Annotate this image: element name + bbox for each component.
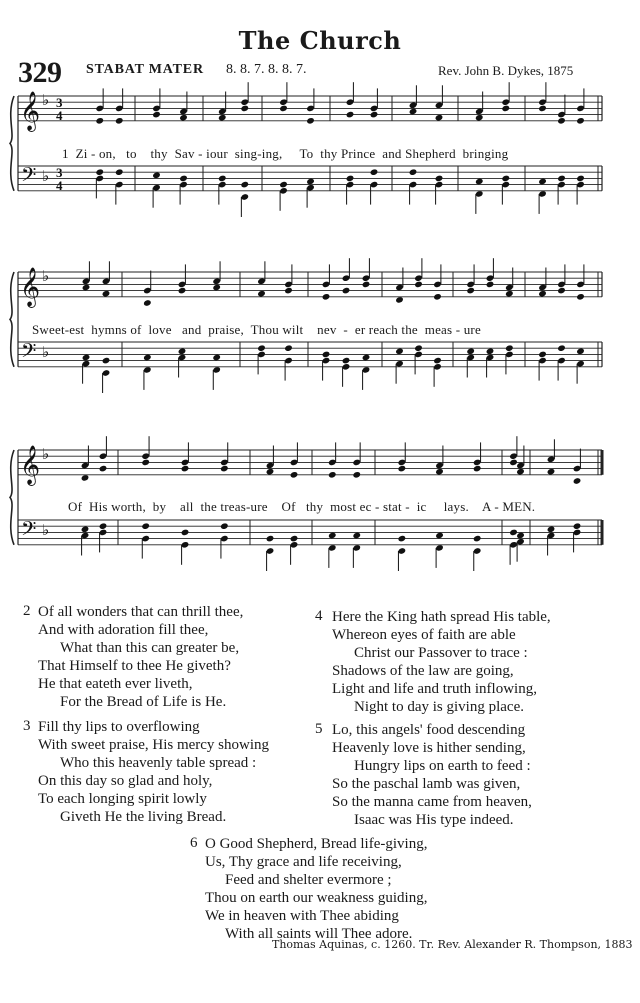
note-head xyxy=(538,290,547,298)
verse-line: On this day so glad and holy, xyxy=(38,773,213,789)
lyric-line-1: 1 Zi - on, to thy Sav - iour sing-ing, To thy Prince and Shepherd bringing xyxy=(62,146,509,161)
note-head xyxy=(576,117,585,125)
note-head xyxy=(220,522,229,530)
note-head xyxy=(152,111,161,119)
note-head xyxy=(212,284,221,292)
verse-line: Night to day is giving place. xyxy=(354,699,524,715)
flat-key-signature-icon: ♭ xyxy=(42,93,50,109)
meter: 8. 8. 7. 8. 8. 7. xyxy=(226,62,307,77)
note-head xyxy=(82,284,91,292)
time-signature-numerator: 3 xyxy=(56,165,63,180)
note-head xyxy=(322,293,331,301)
verse-line: That Himself to thee He giveth? xyxy=(38,658,231,674)
verse-number: 4 xyxy=(315,608,323,624)
verse-line: Giveth He the living Bread. xyxy=(60,809,227,825)
note-head xyxy=(370,111,379,119)
note-head xyxy=(257,344,266,352)
note-head xyxy=(557,344,566,352)
note-head xyxy=(115,168,124,176)
note-head xyxy=(538,178,547,186)
note-head xyxy=(398,465,407,473)
verse-line: Shadows of the law are going, xyxy=(332,663,514,679)
note-head xyxy=(557,117,566,125)
time-signature-denominator: 4 xyxy=(56,178,63,193)
verse-line: He that eateth ever liveth, xyxy=(38,676,193,692)
note-head xyxy=(220,465,229,473)
verse-4 xyxy=(332,608,551,716)
note-head xyxy=(102,290,111,298)
note-head xyxy=(516,468,525,476)
note-head xyxy=(370,168,379,176)
note-head xyxy=(538,105,547,113)
note-head xyxy=(99,522,108,530)
note-head xyxy=(435,114,444,122)
note-head xyxy=(362,354,371,362)
verse-line: Who this heavenly table spread : xyxy=(60,755,257,771)
time-signature-numerator: 3 xyxy=(56,95,63,110)
flat-key-signature-icon: ♭ xyxy=(42,269,50,285)
note-head xyxy=(346,111,355,119)
verse-line: Thou on earth our weakness guiding, xyxy=(205,890,428,906)
note-head xyxy=(352,532,361,540)
system-bracket xyxy=(10,272,14,367)
verse-6 xyxy=(205,835,427,943)
verse-number: 5 xyxy=(315,721,323,737)
note-head xyxy=(152,172,161,180)
note-head xyxy=(342,287,351,295)
note-head xyxy=(178,348,187,356)
note-head xyxy=(538,351,547,359)
note-head xyxy=(102,357,111,365)
note-head xyxy=(475,178,484,186)
verse-line: Feed and shelter evermore ; xyxy=(225,872,392,888)
verse-line: O Good Shepherd, Bread life-giving, xyxy=(205,836,428,852)
note-head xyxy=(509,529,518,537)
note-head xyxy=(81,526,90,534)
verse-number: 3 xyxy=(23,718,31,734)
verse-5 xyxy=(332,721,532,829)
note-head xyxy=(240,105,249,113)
note-head xyxy=(435,468,444,476)
note-head xyxy=(218,175,227,183)
note-head xyxy=(547,468,556,476)
flat-key-signature-icon: ♭ xyxy=(42,523,50,539)
verse-line: With all saints will Thee adore. xyxy=(225,926,413,942)
note-head xyxy=(279,105,288,113)
verse-line: Heavenly love is hither sending, xyxy=(332,740,526,756)
note-head xyxy=(346,175,355,183)
note-head xyxy=(414,281,423,289)
note-head xyxy=(547,526,556,534)
tune-name: STABAT MATER xyxy=(86,62,204,77)
note-head xyxy=(266,535,275,543)
system-bracket xyxy=(10,96,14,191)
note-head xyxy=(240,181,249,189)
note-head xyxy=(322,351,331,359)
note-head xyxy=(466,348,475,356)
note-head xyxy=(486,281,495,289)
note-head xyxy=(181,465,190,473)
verse-line: Whereon eyes of faith are able xyxy=(332,627,516,643)
note-head xyxy=(143,354,152,362)
lyric-line-2: Sweet-est hymns of love and praise, Thou wilt nev - er reach the meas - ure xyxy=(32,322,481,337)
note-head xyxy=(279,181,288,189)
note-head xyxy=(143,299,152,307)
note-head xyxy=(505,290,514,298)
lyric-line-3: Of His worth, by all the treas-ure Of thy most ec - stat - ic lays. A - MEN. xyxy=(68,499,536,514)
hymn-number: 329 xyxy=(18,56,62,89)
note-head xyxy=(486,348,495,356)
note-head xyxy=(466,287,475,295)
note-head xyxy=(414,344,423,352)
treble-clef-icon: 𝄞 xyxy=(20,445,41,485)
note-head xyxy=(181,529,190,537)
verse-line: To each longing spirit lowly xyxy=(38,791,207,807)
verse-line: Light and life and truth inflowing, xyxy=(332,681,537,697)
note-head xyxy=(257,290,266,298)
note-head xyxy=(516,532,525,540)
treble-clef-icon: 𝄞 xyxy=(20,267,41,307)
note-head xyxy=(435,175,444,183)
note-head xyxy=(328,532,337,540)
verse-line: Us, Thy grace and life receiving, xyxy=(205,854,402,870)
verse-line: And with adoration fill thee, xyxy=(38,622,209,638)
note-head xyxy=(352,471,361,479)
note-head xyxy=(290,535,299,543)
note-head xyxy=(505,344,514,352)
treble-clef-icon: 𝄞 xyxy=(20,91,41,131)
bass-clef-icon: 𝄢 xyxy=(21,163,37,191)
system-bracket xyxy=(10,450,14,545)
note-head xyxy=(284,287,293,295)
bass-clef-icon: 𝄢 xyxy=(21,517,37,545)
note-head xyxy=(501,175,510,183)
verse-line: We in heaven with Thee abiding xyxy=(205,908,399,924)
note-head xyxy=(576,348,585,356)
note-head xyxy=(395,296,404,304)
note-head xyxy=(435,532,444,540)
note-head xyxy=(362,281,371,289)
note-head xyxy=(115,117,124,125)
note-head xyxy=(576,175,585,183)
note-head xyxy=(82,354,91,362)
note-head xyxy=(557,175,566,183)
note-head xyxy=(433,293,442,301)
verse-line: Lo, this angels' food descending xyxy=(332,722,526,738)
note-head xyxy=(557,287,566,295)
note-head xyxy=(81,474,90,482)
verse-line: What than this can greater be, xyxy=(60,640,240,656)
note-head xyxy=(290,471,299,479)
note-head xyxy=(342,357,351,365)
note-head xyxy=(573,477,582,485)
time-signature-denominator: 4 xyxy=(56,108,63,123)
note-head xyxy=(212,354,221,362)
note-head xyxy=(433,357,442,365)
flat-key-signature-icon: ♭ xyxy=(42,169,50,185)
verse-line: Isaac was His type indeed. xyxy=(354,812,514,828)
verse-number: 2 xyxy=(23,603,31,619)
note-head xyxy=(95,117,104,125)
note-head xyxy=(141,522,150,530)
note-head xyxy=(95,168,104,176)
note-head xyxy=(178,287,187,295)
note-head xyxy=(473,535,482,543)
note-head xyxy=(179,114,188,122)
note-head xyxy=(306,117,315,125)
verse-line: For the Bread of Life is He. xyxy=(60,694,227,710)
composer: Rev. John B. Dykes, 1875 xyxy=(438,63,574,78)
verse-number: 6 xyxy=(190,835,198,851)
note-head xyxy=(473,465,482,473)
note-head xyxy=(395,348,404,356)
verse-line: Hungry lips on earth to feed : xyxy=(354,758,531,774)
note-head xyxy=(99,465,108,473)
verse-line: With sweet praise, His mercy showing xyxy=(38,737,270,753)
verse-line: Fill thy lips to overflowing xyxy=(38,719,200,735)
verse-2 xyxy=(38,603,243,711)
note-head xyxy=(409,108,418,116)
note-head xyxy=(141,459,150,467)
note-head xyxy=(306,178,315,186)
verse-line: Here the King hath spread His table, xyxy=(332,609,551,625)
verse-line: So the paschal lamb was given, xyxy=(332,776,521,792)
note-head xyxy=(576,293,585,301)
note-head xyxy=(475,114,484,122)
note-head xyxy=(218,114,227,122)
bass-clef-icon: 𝄢 xyxy=(21,339,37,367)
verse-line: So the manna came from heaven, xyxy=(332,794,532,810)
note-head xyxy=(179,175,188,183)
note-head xyxy=(266,468,275,476)
verse-line: Of all wonders that can thrill thee, xyxy=(38,604,244,620)
page-title: The Church xyxy=(238,26,402,55)
note-head xyxy=(509,459,518,467)
verse-3 xyxy=(38,718,269,826)
note-head xyxy=(573,522,582,530)
flat-key-signature-icon: ♭ xyxy=(42,447,50,463)
note-head xyxy=(398,535,407,543)
note-head xyxy=(409,168,418,176)
note-head xyxy=(284,344,293,352)
verse-line: Christ our Passover to trace : xyxy=(354,645,528,661)
credits: Thomas Aquinas, c. 1260. Tr. Rev. Alexander R. Thompson, 1883 xyxy=(272,938,633,951)
note-head xyxy=(501,105,510,113)
flat-key-signature-icon: ♭ xyxy=(42,345,50,361)
note-head xyxy=(328,471,337,479)
